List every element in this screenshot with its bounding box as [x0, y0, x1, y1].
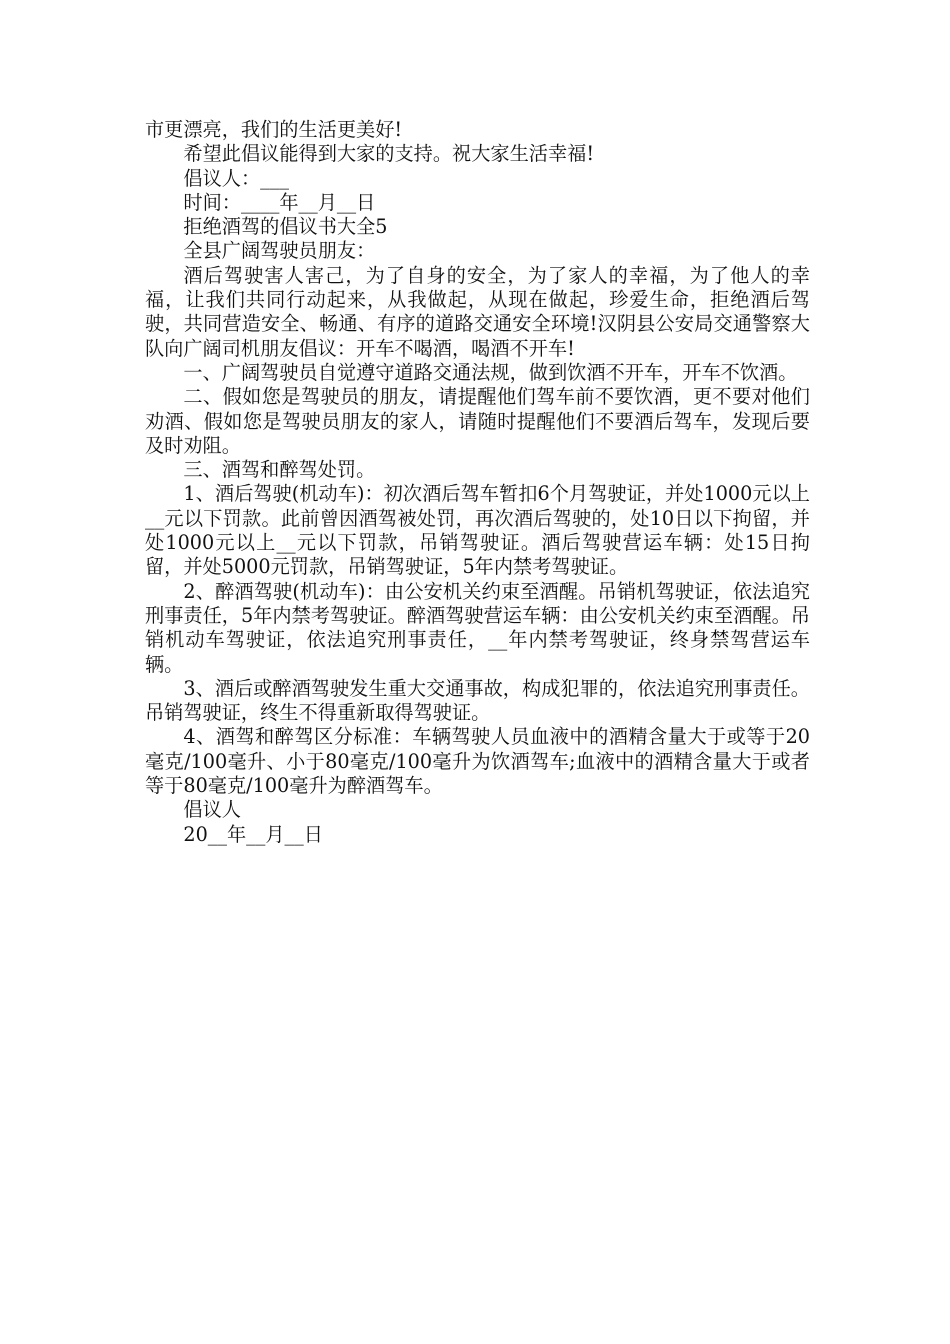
paragraph-item-2: 二、假如您是驾驶员的朋友，请提醒他们驾车前不要饮酒，更不要对他们劝酒、假如您是驾驶员朋友的家人，请随时提醒他们不要酒后驾车，发现后要及时劝阻。 [145, 385, 810, 457]
document-page [145, 118, 810, 847]
paragraph-intro: 酒后驾驶害人害己，为了自身的安全，为了家人的幸福，为了他人的幸福，让我们共同行动起来，从我做起，从现在做起，珍爱生命，拒绝酒后驾驶，共同营造安全、畅通、有序的道路交通安全环境!汉阴县公安局交通警察大队向广阔司机朋友倡议：开车不喝酒，喝酒不开车! [145, 263, 810, 360]
paragraph-penalty-4: 4、酒驾和醉驾区分标准：车辆驾驶人员血液中的酒精含量大于或等于20毫克/100毫升、小于80毫克/100毫升为饮酒驾车;血液中的酒精含量大于或者等于80毫克/100毫升为醉酒驾车。 [145, 725, 810, 798]
signature-date: 20__年__月__日 [183, 822, 323, 846]
signature-label: 倡议人 [183, 798, 241, 822]
paragraph-penalty-3: 3、酒后或醉酒驾驶发生重大交通事故，构成犯罪的，依法追究刑事责任。吊销驾驶证，终生不得重新取得驾驶证。 [145, 676, 810, 725]
section-title: 拒绝酒驾的倡议书大全5 [183, 215, 388, 239]
proposer-line: 倡议人：___ [183, 166, 289, 190]
date-line: 时间：____年__月__日 [183, 190, 376, 214]
paragraph-penalty-1: 1、酒后驾驶(机动车)：初次酒后驾车暂扣6个月驾驶证，并处1000元以上__元以下罚款。此前曾因酒驾被处罚，再次酒后驾驶的，处10日以下拘留，并处1000元以上__元以下罚款，吊销驾驶证。酒后驾驶营运车辆：处15日拘留，并处5000元罚款，吊销驾驶证，5年内禁考驾驶证。 [145, 482, 810, 579]
paragraph-wish: 希望此倡议能得到大家的支持。祝大家生活幸福! [183, 142, 595, 166]
paragraph-continuation: 市更漂亮，我们的生活更美好! [145, 118, 403, 141]
paragraph-item-3-heading: 三、酒驾和醉驾处罚。 [183, 458, 376, 482]
salutation: 全县广阔驾驶员朋友： [183, 239, 376, 263]
paragraph-penalty-2: 2、醉酒驾驶(机动车)：由公安机关约束至酒醒。吊销机驾驶证，依法追究刑事责任，5年内禁考驾驶证。醉酒驾驶营运车辆：由公安机关约束至酒醒。吊销机动车驾驶证，依法追究刑事责任，__年内禁考驾驶证，终身禁驾营运车辆。 [145, 579, 810, 676]
paragraph-item-1: 一、广阔驾驶员自觉遵守道路交通法规，做到饮酒不开车，开车不饮酒。 [183, 360, 798, 384]
